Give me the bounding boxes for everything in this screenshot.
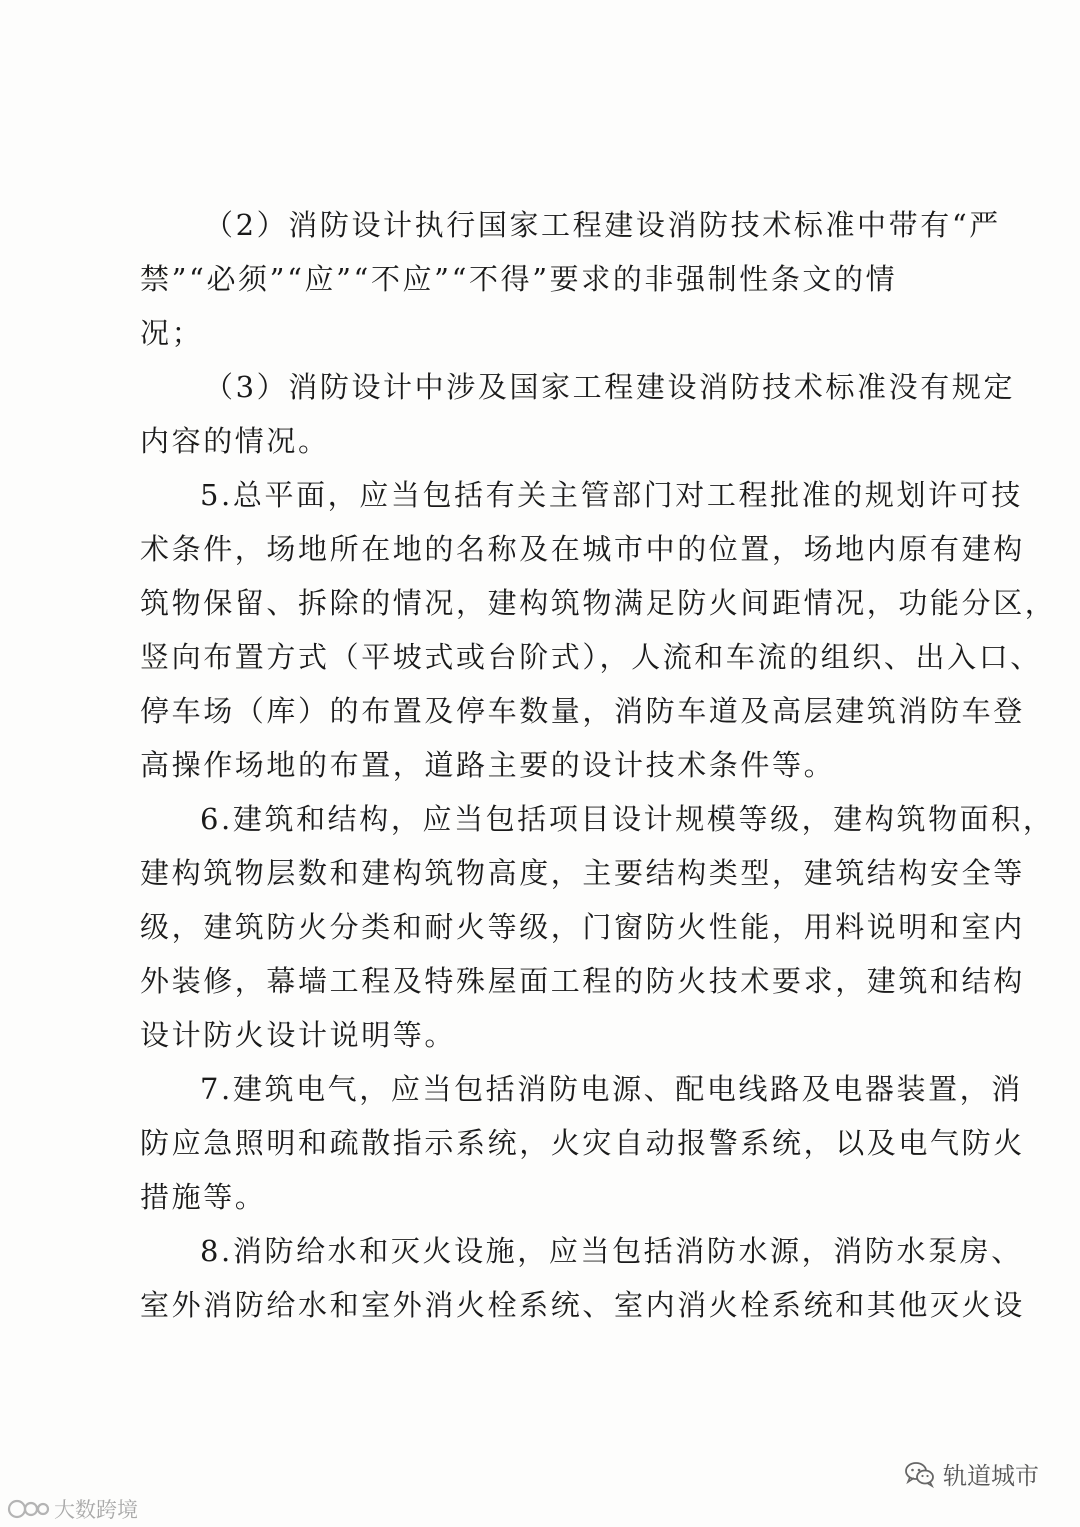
text-line: 筑物保留、拆除的情况，建构筑物满足防火间距情况，功能分区， — [140, 586, 1057, 620]
text-line: 8.消防给水和灭火设施，应当包括消防水源，消防水泵房、 — [200, 1234, 1023, 1268]
brand-logo-icon — [6, 1498, 50, 1520]
text-line: 术条件，场地所在地的名称及在城市中的位置，场地内原有建构 — [140, 532, 1025, 566]
document-body — [140, 198, 1057, 1332]
watermark-right — [905, 1456, 1039, 1491]
text-line: 6.建筑和结构，应当包括项目设计规模等级，建构筑物面积， — [200, 802, 1055, 836]
watermark-right-text: 轨道城市 — [943, 1462, 1039, 1490]
text-line: 防应急照明和疏散指示系统，火灾自动报警系统，以及电气防火 — [140, 1126, 1025, 1160]
text-line: 竖向布置方式（平坡式或台阶式），人流和车流的组织、出入口、 — [140, 640, 1042, 674]
text-line: 高操作场地的布置，道路主要的设计技术条件等。 — [140, 748, 836, 782]
wechat-icon — [905, 1461, 935, 1487]
watermark-left — [6, 1494, 138, 1524]
text-line: 措施等。 — [140, 1180, 267, 1214]
text-line: 禁”“必须”“应”“不应”“不得”要求的非强制性条文的情 — [140, 262, 898, 296]
text-line: 外装修，幕墙工程及特殊屋面工程的防火技术要求，建筑和结构 — [140, 964, 1025, 998]
text-line: 建构筑物层数和建构筑物高度，主要结构类型，建筑结构安全等 — [140, 856, 1025, 890]
text-line: 7.建筑电气，应当包括消防电源、配电线路及电器装置，消 — [200, 1072, 1023, 1106]
text-line: 内容的情况。 — [140, 424, 330, 458]
text-line: 5.总平面，应当包括有关主管部门对工程批准的规划许可技 — [200, 478, 1023, 512]
text-line: （3）消防设计中涉及国家工程建设消防技术标准没有规定 — [204, 370, 1016, 404]
watermark-left-text: 大数跨境 — [54, 1498, 138, 1522]
text-line: 设计防火设计说明等。 — [140, 1018, 457, 1052]
text-line: （2）消防设计执行国家工程建设消防技术标准中带有“严 — [204, 208, 1001, 242]
text-line: 室外消防给水和室外消火栓系统、室内消火栓系统和其他灭火设 — [140, 1288, 1025, 1322]
text-line: 级，建筑防火分类和耐火等级，门窗防火性能，用料说明和室内 — [140, 910, 1025, 944]
text-line: 况； — [140, 316, 204, 350]
text-line: 停车场（库）的布置及停车数量，消防车道及高层建筑消防车登 — [140, 694, 1025, 728]
